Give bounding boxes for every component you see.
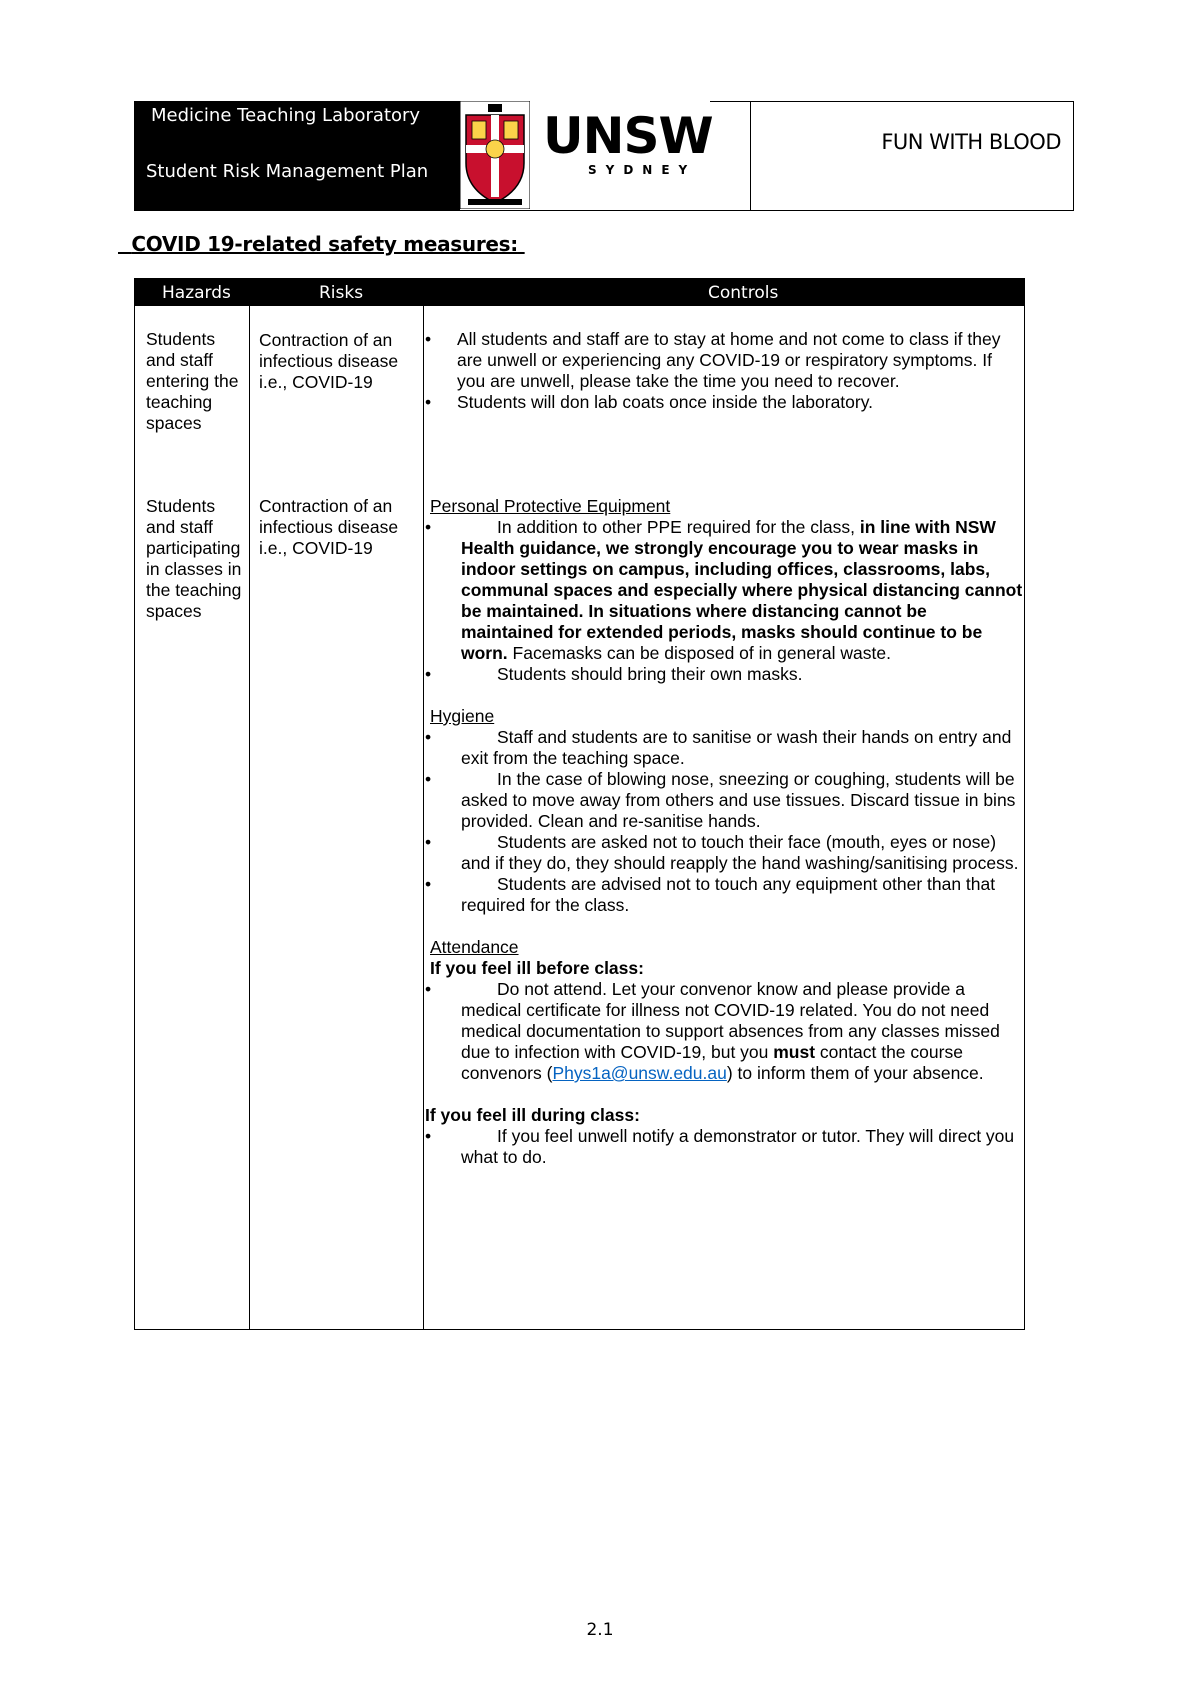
table-header-row (135, 279, 1024, 306)
list-item: • Students will don lab coats once inside the laboratory. (425, 392, 874, 412)
list-item: • All students and staff are to stay at home and not come to class if they are unwell or experiencing any COVID-19 or respiratory symptoms. If you are unwell, please take the time you need to recover. (425, 329, 1001, 391)
unsw-logo (460, 101, 750, 211)
convenor-email-link[interactable]: Phys1a@unsw.edu.au (552, 1063, 727, 1083)
row2-risk: Contraction of an infectious disease i.e., COVID-19 (259, 496, 399, 558)
document-title: FUN WITH BLOOD (881, 130, 1061, 154)
row2-hazard: Students and staff participating in classes in the teaching spaces (146, 496, 242, 621)
header-title-block (134, 101, 460, 211)
list-item: • Students should bring their own masks. (425, 664, 803, 684)
during-class-heading: If you feel ill during class: (425, 1105, 640, 1125)
section-title: COVID 19-related safety measures: (131, 232, 518, 256)
row1-risk: Contraction of an infectious disease i.e., COVID-19 (259, 330, 399, 392)
header-risks: Risks (319, 283, 364, 303)
ppe-heading: Personal Protective Equipment (430, 496, 671, 516)
list-item: • If you feel unwell notify a demonstrator or tutor. They will direct you what to do. (425, 1126, 1015, 1167)
list-item: • Students are advised not to touch any equipment other than that required for the class. (425, 874, 996, 915)
risk-table (134, 278, 1025, 1330)
list-item: • Students are asked not to touch their face (mouth, eyes or nose) and if they do, they should reapply the hand washing/sanitising process. (425, 832, 1019, 873)
row1-hazard: Students and staff entering the teaching spaces (146, 329, 239, 433)
before-class-heading: If you feel ill before class: (430, 958, 644, 978)
page-number: 2.1 (586, 1620, 614, 1640)
row2-controls (425, 496, 1023, 1168)
list-item: • Staff and students are to sanitise or wash their hands on entry and exit from the teaching space. (425, 727, 1012, 768)
list-item: • In addition to other PPE required for the class, in line with NSW Health guidance, we strongly encourage you to wear masks in indoor settings on campus, including offices, classrooms, labs, communal spaces and especially where physical distancing cannot be maintained. In situations where distancing cannot be maintained for extended periods, masks should continue to be worn. Facemasks can be disposed of in general waste. (425, 517, 1023, 663)
plan-name: Student Risk Management Plan (146, 161, 429, 182)
attendance-heading: Attendance (430, 937, 519, 957)
row1-controls (425, 329, 1023, 413)
unsw-crest-icon (460, 101, 530, 209)
list-item: • In the case of blowing nose, sneezing or coughing, students will be asked to move away from others and use tissues. Discard tissue in bins provided. Clean and re-sanitise hands. (425, 769, 1016, 831)
document-title-box (750, 101, 1074, 211)
lab-name: Medicine Teaching Laboratory (151, 105, 421, 126)
list-item: • Do not attend. Let your convenor know and please provide a medical certificate for illness not COVID-19 related. You do not need medical documentation to support absences from any classes missed due to infection with COVID-19, but you must contact the course convenors (Phys1a@unsw.edu.au) to inform them of your absence. (425, 979, 1000, 1083)
header-controls: Controls (708, 283, 779, 303)
logo-wordmark: UNSW (543, 107, 713, 165)
hygiene-heading: Hygiene (430, 706, 495, 726)
header-hazards: Hazards (162, 283, 231, 303)
logo-subtext: SYDNEY (588, 163, 697, 177)
